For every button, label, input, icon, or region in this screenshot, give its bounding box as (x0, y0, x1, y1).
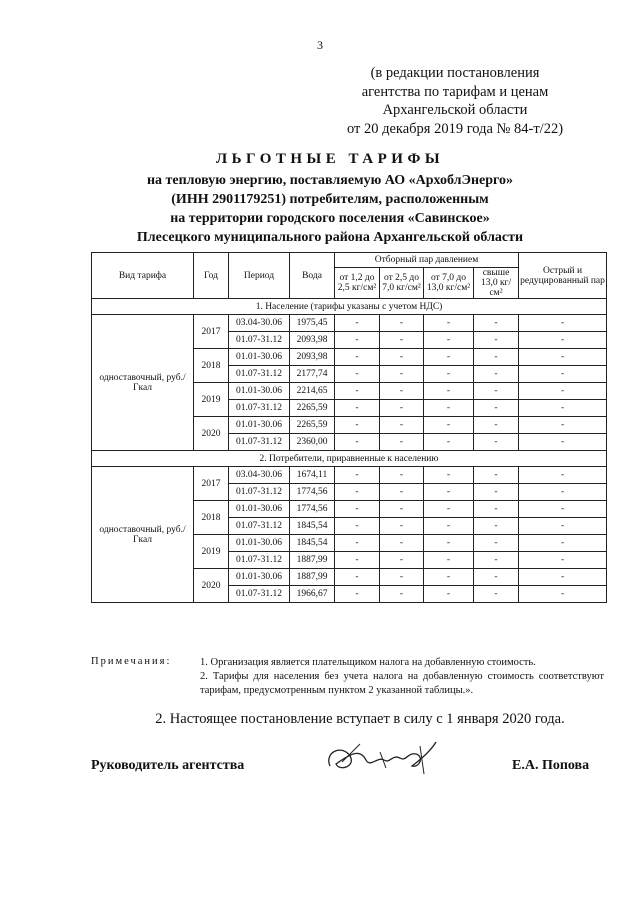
dash-cell: - (519, 552, 607, 569)
dash-cell: - (474, 417, 519, 434)
header-steam-4: свыше 13,0 кг/см² (474, 268, 519, 299)
dash-cell: - (335, 518, 380, 535)
dash-cell: - (519, 484, 607, 501)
period-cell: 01.07-31.12 (229, 434, 290, 451)
dash-cell: - (474, 349, 519, 366)
water-cell: 2360,00 (290, 434, 335, 451)
header-sharp-steam: Острый и редуцированный пар (519, 253, 607, 299)
dash-cell: - (335, 569, 380, 586)
year-cell: 2020 (194, 569, 229, 603)
dash-cell: - (380, 518, 424, 535)
water-cell: 1966,67 (290, 586, 335, 603)
year-cell: 2017 (194, 467, 229, 501)
dash-cell: - (519, 400, 607, 417)
dash-cell: - (335, 366, 380, 383)
dash-cell: - (519, 569, 607, 586)
year-cell: 2019 (194, 535, 229, 569)
water-cell: 2265,59 (290, 417, 335, 434)
effective-clause: 2. Настоящее постановление вступает в силу с 1 января 2020 года. (155, 711, 565, 727)
dash-cell: - (474, 332, 519, 349)
water-cell: 1674,11 (290, 467, 335, 484)
year-cell: 2017 (194, 315, 229, 349)
water-cell: 1845,54 (290, 518, 335, 535)
document-title: ЛЬГОТНЫЕ ТАРИФЫ (215, 151, 445, 167)
dash-cell: - (335, 586, 380, 603)
dash-cell: - (424, 383, 474, 400)
water-cell: 2214,65 (290, 383, 335, 400)
dash-cell: - (424, 349, 474, 366)
signer-title: Руководитель агентства (91, 758, 245, 773)
period-cell: 01.07-31.12 (229, 586, 290, 603)
dash-cell: - (380, 501, 424, 518)
dash-cell: - (335, 332, 380, 349)
dash-cell: - (380, 552, 424, 569)
water-cell: 2177,74 (290, 366, 335, 383)
dash-cell: - (335, 400, 380, 417)
period-cell: 03.04-30.06 (229, 467, 290, 484)
section-row (92, 451, 607, 467)
dash-cell: - (474, 366, 519, 383)
header-steam-2: от 2,5 до 7,0 кг/см² (380, 268, 424, 299)
period-cell: 01.07-31.12 (229, 484, 290, 501)
dash-cell: - (424, 501, 474, 518)
dash-cell: - (424, 315, 474, 332)
water-cell: 1774,56 (290, 501, 335, 518)
dash-cell: - (424, 535, 474, 552)
year-cell: 2018 (194, 501, 229, 535)
dash-cell: - (424, 332, 474, 349)
dash-cell: - (424, 434, 474, 451)
dash-cell: - (380, 366, 424, 383)
dash-cell: - (424, 569, 474, 586)
period-cell: 01.01-30.06 (229, 417, 290, 434)
tariff-type-cell: одноставочный, руб./Гкал (92, 315, 194, 451)
dash-cell: - (424, 417, 474, 434)
dash-cell: - (474, 518, 519, 535)
period-cell: 01.07-31.12 (229, 332, 290, 349)
water-cell: 1845,54 (290, 535, 335, 552)
dash-cell: - (519, 535, 607, 552)
period-cell: 01.07-31.12 (229, 552, 290, 569)
dash-cell: - (335, 484, 380, 501)
dash-cell: - (519, 383, 607, 400)
header-steam-1: от 1,2 до 2,5 кг/см² (335, 268, 380, 299)
dash-cell: - (519, 315, 607, 332)
signer-name: Е.А. Попова (512, 758, 590, 773)
dash-cell: - (335, 383, 380, 400)
period-cell: 01.07-31.12 (229, 518, 290, 535)
dash-cell: - (380, 349, 424, 366)
tariff-table (91, 252, 607, 603)
note-2: 2. Тарифы для населения без учета налога на добавленную стоимость соответствуют тарифам, предусмотренным пунктом 2 указанной таблицы.». (200, 671, 604, 696)
water-cell: 2093,98 (290, 332, 335, 349)
period-cell: 01.01-30.06 (229, 383, 290, 400)
edition-note: (в редакции постановления агентства по тарифам и ценам Архангельской области от 20 декабря 2019 года № 84-т/22) (346, 65, 564, 137)
header-year: Год (194, 253, 229, 299)
note-1: 1. Организация является плательщиком налога на добавленную стоимость. (200, 657, 536, 668)
dash-cell: - (474, 467, 519, 484)
dash-cell: - (474, 315, 519, 332)
water-cell: 1887,99 (290, 569, 335, 586)
period-cell: 01.01-30.06 (229, 569, 290, 586)
dash-cell: - (380, 569, 424, 586)
dash-cell: - (519, 586, 607, 603)
dash-cell: - (380, 467, 424, 484)
period-cell: 01.01-30.06 (229, 349, 290, 366)
dash-cell: - (424, 518, 474, 535)
water-cell: 2093,98 (290, 349, 335, 366)
dash-cell: - (380, 484, 424, 501)
header-steam-group: Отборный пар давлением (335, 253, 519, 268)
dash-cell: - (474, 501, 519, 518)
page-number: 3 (317, 38, 323, 52)
header-water: Вода (290, 253, 335, 299)
dash-cell: - (335, 434, 380, 451)
dash-cell: - (335, 417, 380, 434)
dash-cell: - (474, 586, 519, 603)
dash-cell: - (335, 501, 380, 518)
header-period: Период (229, 253, 290, 299)
header-tariff-type: Вид тарифа (92, 253, 194, 299)
notes-label: Примечания: (91, 656, 172, 667)
dash-cell: - (380, 400, 424, 417)
dash-cell: - (474, 383, 519, 400)
dash-cell: - (380, 383, 424, 400)
water-cell: 2265,59 (290, 400, 335, 417)
dash-cell: - (335, 535, 380, 552)
dash-cell: - (519, 518, 607, 535)
period-cell: 01.07-31.12 (229, 400, 290, 417)
dash-cell: - (335, 552, 380, 569)
dash-cell: - (519, 467, 607, 484)
dash-cell: - (380, 417, 424, 434)
year-cell: 2018 (194, 349, 229, 383)
signature-image (320, 734, 450, 784)
period-cell: 03.04-30.06 (229, 315, 290, 332)
dash-cell: - (424, 400, 474, 417)
period-cell: 01.01-30.06 (229, 501, 290, 518)
dash-cell: - (519, 501, 607, 518)
tariff-type-cell: одноставочный, руб./Гкал (92, 467, 194, 603)
section-row (92, 299, 607, 315)
table-row (92, 467, 607, 484)
dash-cell: - (424, 484, 474, 501)
dash-cell: - (519, 332, 607, 349)
dash-cell: - (380, 535, 424, 552)
dash-cell: - (380, 434, 424, 451)
dash-cell: - (335, 349, 380, 366)
dash-cell: - (474, 434, 519, 451)
year-cell: 2019 (194, 383, 229, 417)
dash-cell: - (519, 366, 607, 383)
dash-cell: - (519, 417, 607, 434)
dash-cell: - (380, 315, 424, 332)
dash-cell: - (380, 586, 424, 603)
water-cell: 1774,56 (290, 484, 335, 501)
dash-cell: - (335, 315, 380, 332)
section-title: 1. Население (тарифы указаны с учетом НДС) (92, 299, 607, 315)
period-cell: 01.01-30.06 (229, 535, 290, 552)
dash-cell: - (424, 586, 474, 603)
water-cell: 1975,45 (290, 315, 335, 332)
dash-cell: - (335, 467, 380, 484)
dash-cell: - (474, 400, 519, 417)
period-cell: 01.07-31.12 (229, 366, 290, 383)
dash-cell: - (519, 349, 607, 366)
dash-cell: - (380, 332, 424, 349)
dash-cell: - (474, 484, 519, 501)
section-title: 2. Потребители, приравненные к населению (92, 451, 607, 467)
dash-cell: - (474, 552, 519, 569)
dash-cell: - (474, 535, 519, 552)
dash-cell: - (424, 366, 474, 383)
dash-cell: - (519, 434, 607, 451)
header-steam-3: от 7,0 до 13,0 кг/см² (424, 268, 474, 299)
dash-cell: - (424, 552, 474, 569)
water-cell: 1887,99 (290, 552, 335, 569)
document-subtitle: на тепловую энергию, поставляемую АО «АрхоблЭнерго» (ИНН 2901179251) потребителям, расположенным на территории городского поселения «Савинское» Плесецкого муниципального района Архангельской области (136, 173, 524, 245)
year-cell: 2020 (194, 417, 229, 451)
dash-cell: - (474, 569, 519, 586)
dash-cell: - (424, 467, 474, 484)
table-row (92, 315, 607, 332)
